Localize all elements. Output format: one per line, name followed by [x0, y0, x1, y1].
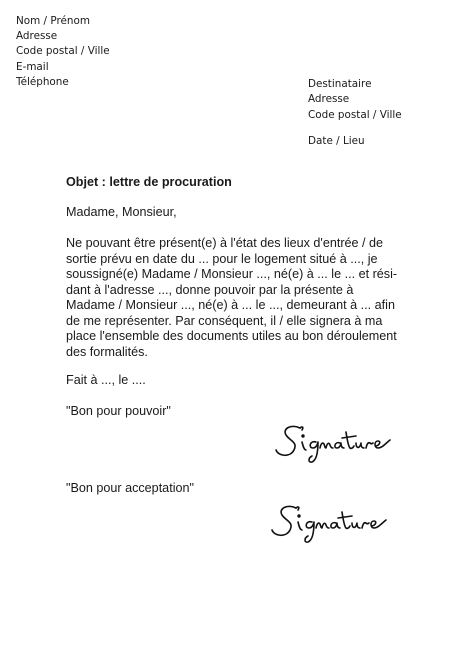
salutation: Madame, Monsieur, [66, 205, 177, 219]
signature-image-2 [266, 500, 396, 546]
signature-image-1 [272, 420, 402, 466]
recipient-postal-city: Code postal / Ville [308, 108, 402, 121]
body-line: soussigné(e) Madame / Monsieur ..., né(e) à ... le ... et rési- [66, 267, 398, 281]
body-line: sortie prévu en date du ... pour le logement situé à ..., je [66, 251, 378, 266]
date-place: Date / Lieu [308, 135, 365, 147]
handwritten-signature-icon [266, 500, 396, 546]
body-line: de me représenter. Par conséquent, il / elle signera à ma [66, 313, 383, 328]
body-line: place l'ensemble des documents utiles au bon déroulement [66, 329, 397, 343]
sender-address: Adresse [16, 30, 58, 43]
sender-name: Nom / Prénom [16, 15, 90, 27]
body-line: des formalités. [66, 344, 148, 359]
letter-body [66, 236, 406, 360]
bon-pour-pouvoir: "Bon pour pouvoir" [66, 404, 171, 418]
sender-email: E-mail [16, 60, 49, 73]
handwritten-signature-icon [272, 420, 402, 466]
sender-postal-city: Code postal / Ville [16, 45, 110, 58]
body-line: Madame / Monsieur ..., né(e) à ... le ..., demeurant à ... afin [66, 298, 395, 312]
body-line: dant à l'adresse ..., donne pouvoir par la présente à [66, 282, 354, 297]
recipient-block [308, 77, 402, 123]
place-date-signature-line: Fait à ..., le .... [66, 373, 146, 387]
sender-block [16, 14, 110, 90]
letter-subject: Objet : lettre de procuration [66, 175, 232, 189]
recipient-address: Adresse [308, 93, 350, 106]
recipient-name: Destinataire [308, 78, 372, 90]
sender-phone: Téléphone [16, 75, 69, 88]
body-line: Ne pouvant être présent(e) à l'état des lieux d'entrée / de [66, 236, 384, 250]
bon-pour-acceptation: "Bon pour acceptation" [66, 481, 194, 495]
